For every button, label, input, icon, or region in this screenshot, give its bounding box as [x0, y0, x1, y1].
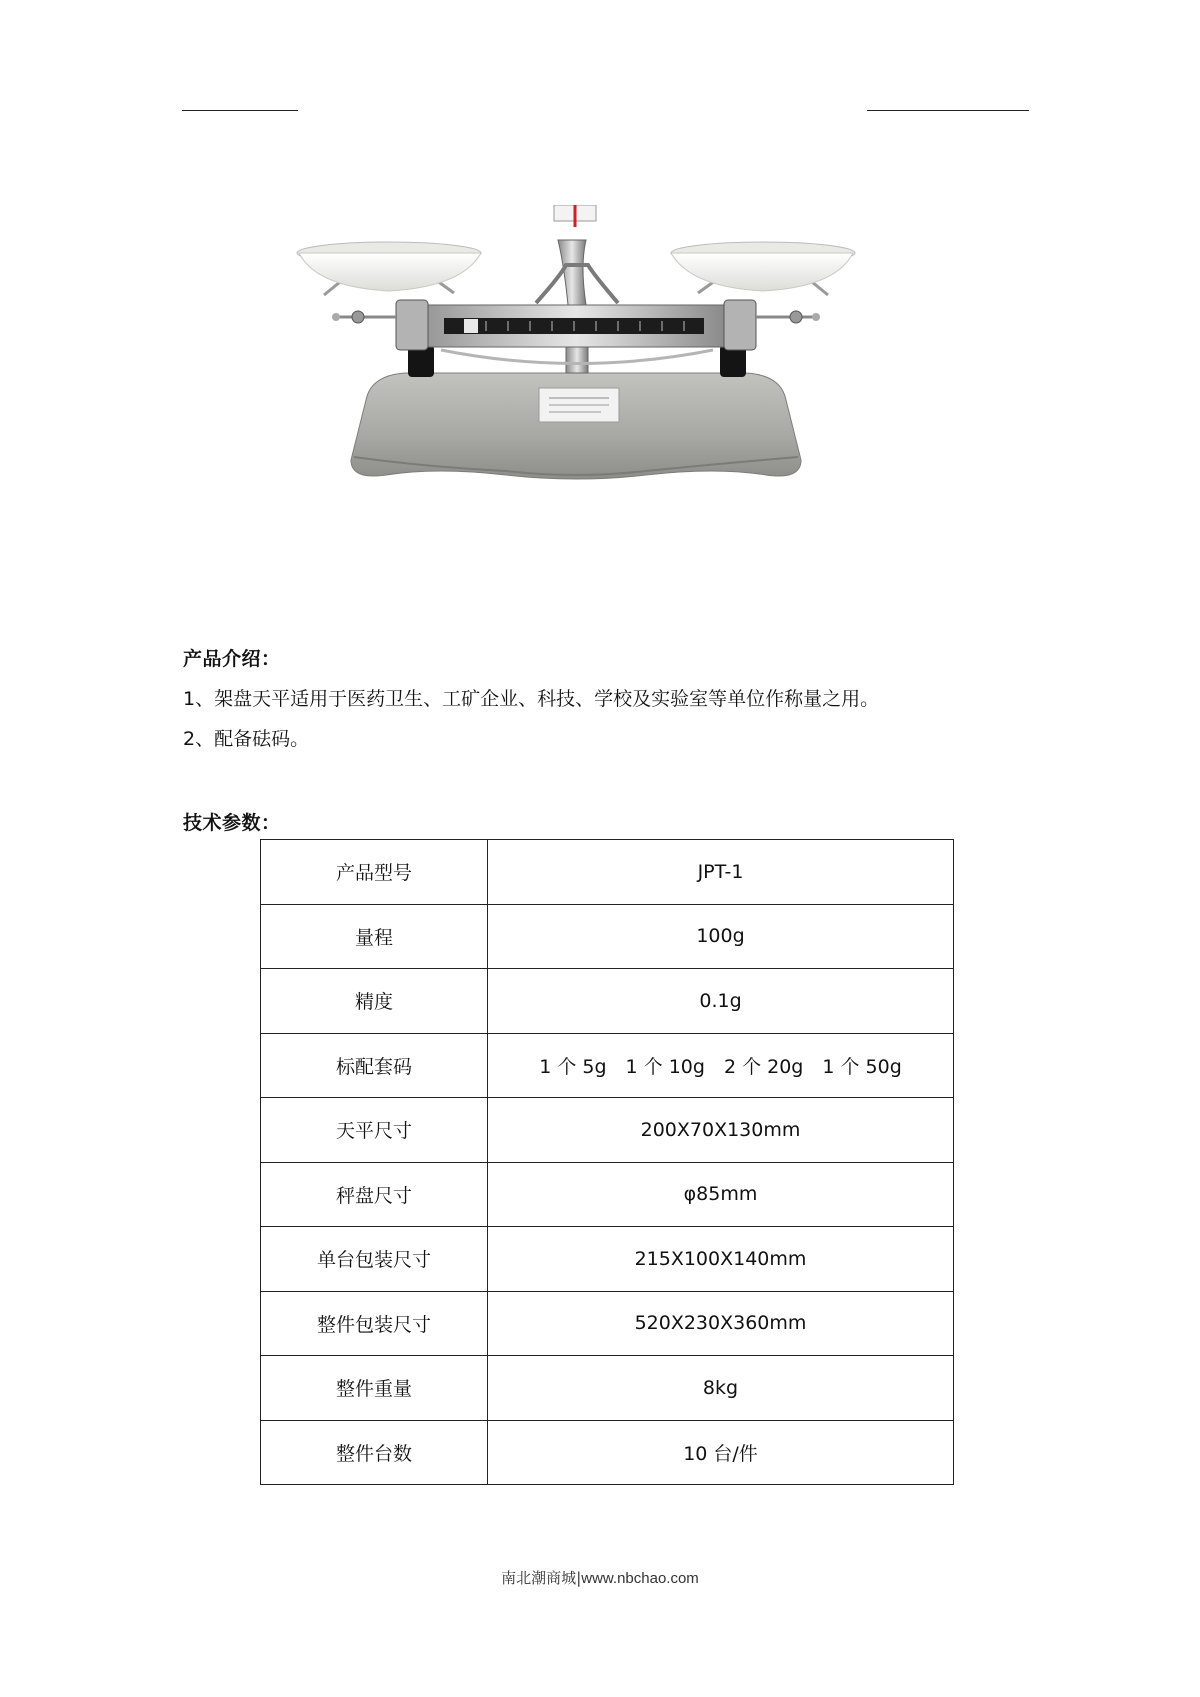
spec-value: 0.1g — [488, 969, 954, 1034]
spec-value: 10 台/件 — [488, 1420, 954, 1485]
table-row — [261, 1291, 954, 1356]
table-row — [261, 1098, 954, 1163]
spec-value: 1 个 5g 1 个 10g 2 个 20g 1 个 50g — [488, 1033, 954, 1098]
spec-label: 天平尺寸 — [261, 1098, 488, 1163]
pan-balance-photo — [296, 205, 856, 505]
spec-value: JPT-1 — [488, 840, 954, 905]
spec-value: 200X70X130mm — [488, 1098, 954, 1163]
spec-label: 整件重量 — [261, 1356, 488, 1421]
spec-value: φ85mm — [488, 1162, 954, 1227]
header-rule-right — [867, 110, 1029, 111]
table-row — [261, 969, 954, 1034]
spec-label: 整件包装尺寸 — [261, 1291, 488, 1356]
spec-label: 精度 — [261, 969, 488, 1034]
spec-label: 秤盘尺寸 — [261, 1162, 488, 1227]
header-rule-left — [182, 110, 298, 111]
spec-label: 单台包装尺寸 — [261, 1227, 488, 1292]
balance-beam — [332, 300, 820, 350]
table-row — [261, 1162, 954, 1227]
right-pan — [671, 242, 855, 295]
intro-title: 产品介绍： — [183, 648, 281, 670]
spec-label: 产品型号 — [261, 840, 488, 905]
table-row — [261, 1227, 954, 1292]
balance-base — [351, 373, 801, 479]
intro-line-2: 2、配备砝码。 — [183, 728, 310, 750]
table-row — [261, 1420, 954, 1485]
spec-table — [260, 839, 954, 1485]
specs-title: 技术参数： — [183, 812, 281, 834]
intro-line-1: 1、架盘天平适用于医药卫生、工矿企业、科技、学校及实验室等单位作称量之用。 — [183, 688, 880, 710]
left-pan — [297, 242, 481, 295]
spec-value: 100g — [488, 904, 954, 969]
table-row — [261, 904, 954, 969]
table-row — [261, 1033, 954, 1098]
spec-label: 量程 — [261, 904, 488, 969]
footer-separator: | — [576, 1569, 582, 1587]
spec-value: 215X100X140mm — [488, 1227, 954, 1292]
footer-site-name: 南北潮商城 — [501, 1569, 577, 1587]
footer-url-link[interactable]: www.nbchao.com — [581, 1570, 699, 1587]
spec-value: 520X230X360mm — [488, 1291, 954, 1356]
spec-value: 8kg — [488, 1356, 954, 1421]
page-footer — [0, 1567, 1200, 1588]
spec-label: 整件台数 — [261, 1420, 488, 1485]
table-row — [261, 1356, 954, 1421]
spec-label: 标配套码 — [261, 1033, 488, 1098]
table-row — [261, 840, 954, 905]
